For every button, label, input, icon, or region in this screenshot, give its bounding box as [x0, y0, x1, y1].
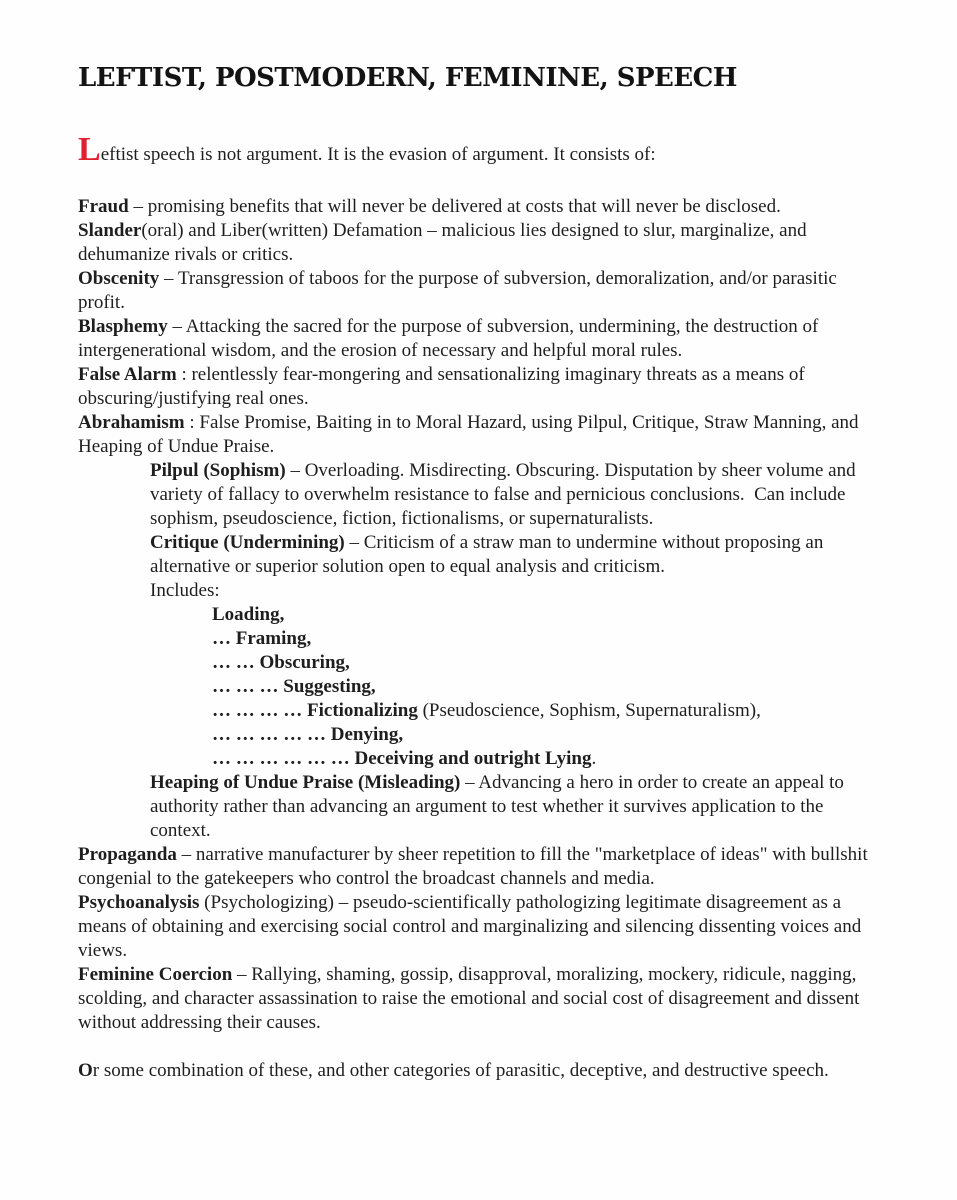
denying-term: … … … … … Denying, — [212, 723, 404, 745]
psychoanalysis-paragraph — [78, 891, 881, 963]
loading-paragraph — [78, 603, 881, 627]
page-title: LEFTIST, POSTMODERN, FEMININE, SPEECH — [78, 63, 737, 93]
suggesting-term: … … … Suggesting, — [212, 675, 376, 697]
feminine-coercion-paragraph — [78, 963, 881, 1035]
framing-paragraph — [78, 627, 881, 651]
blasphemy-paragraph — [78, 315, 881, 363]
pilpul-definition: – Overloading. Misdirecting. Obscuring. Disputation by sheer volume and variety of fallacy to overwhelm resistance to false and pernicious conclusions. Can include sophism, pseudoscience, fiction, fictionalisms, or supernaturalists. — [150, 459, 861, 529]
slander-paragraph — [78, 219, 881, 267]
intro-paragraph — [78, 130, 881, 168]
obscenity-paragraph — [78, 267, 881, 315]
false-alarm-term: False Alarm — [78, 363, 177, 385]
fraud-definition: – promising benefits that will never be delivered at costs that will never be disclosed. — [128, 195, 781, 217]
abrahamism-term: Abrahamism — [78, 411, 185, 433]
fictionalizing-definition: (Pseudoscience, Sophism, Supernaturalism), — [417, 699, 761, 721]
includes-definition: Includes: — [150, 579, 220, 601]
intro-text: eftist speech is not argument. It is the evasion of argument. It consists of: — [100, 143, 656, 165]
heaping-paragraph — [78, 771, 881, 843]
blasphemy-definition: – Attacking the sacred for the purpose of subversion, undermining, the destruction of intergenerational wisdom, and the erosion of necessary and helpful moral rules. — [78, 315, 824, 361]
fraud-paragraph — [78, 195, 881, 219]
pilpul-paragraph — [78, 459, 881, 531]
suggesting-paragraph — [78, 675, 881, 699]
obscuring-paragraph — [78, 651, 881, 675]
obscenity-term: Obscenity — [78, 267, 160, 289]
heaping-definition: – Advancing a hero in order to create an appeal to authority rather than advancing an argument to test whether it survives application to the context. — [150, 771, 849, 841]
deceiving-definition: . — [591, 747, 597, 769]
closing-text: r some combination of these, and other categories of parasitic, deceptive, and destructive speech. — [92, 1059, 829, 1081]
critique-definition: – Criticism of a straw man to undermine without proposing an alternative or superior solution open to equal analysis and criticism. — [150, 531, 829, 577]
obscenity-definition: – Transgression of taboos for the purpose of subversion, demoralization, and/or parasitic profit. — [78, 267, 842, 313]
slander-term: Slander — [78, 219, 142, 241]
critique-term: Critique (Undermining) — [150, 531, 345, 553]
false-alarm-definition: : relentlessly fear-mongering and sensationalizing imaginary threats as a means of obscuring/justifying real ones. — [78, 363, 810, 409]
fraud-term: Fraud — [78, 195, 129, 217]
heaping-term: Heaping of Undue Praise (Misleading) — [150, 771, 461, 793]
deceiving-term: … … … … … … Deceiving and outright Lying — [212, 747, 592, 769]
closing-paragraph — [78, 1059, 881, 1083]
false-alarm-paragraph — [78, 363, 881, 411]
fictionalizing-term: … … … … Fictionalizing — [212, 699, 418, 721]
includes-paragraph — [78, 579, 881, 603]
abrahamism-definition: : False Promise, Baiting in to Moral Hazard, using Pilpul, Critique, Straw Manning, and Heaping of Undue Praise. — [78, 411, 864, 457]
loading-term: Loading, — [212, 603, 285, 625]
closing-lead: O — [78, 1059, 93, 1081]
definitions-list — [78, 195, 881, 1035]
feminine-coercion-term: Feminine Coercion — [78, 963, 233, 985]
intro-dropcap: L — [78, 130, 101, 168]
feminine-coercion-definition: – Rallying, shaming, gossip, disapproval, moralizing, mockery, ridicule, nagging, scolding, and character assassination to raise the emotional and social cost of disagreement and dissent without addressing their causes. — [78, 963, 865, 1033]
denying-paragraph — [78, 723, 881, 747]
propaganda-definition: – narrative manufacturer by sheer repetition to fill the "marketplace of ideas" with bullshit congenial to the gatekeepers who control the broadcast channels and media. — [78, 843, 873, 889]
pilpul-term: Pilpul (Sophism) — [150, 459, 286, 481]
fictionalizing-paragraph — [78, 699, 881, 723]
slander-definition: (oral) and Liber(written) Defamation – malicious lies designed to slur, marginalize, and dehumanize rivals or critics. — [78, 219, 812, 265]
psychoanalysis-definition: (Psychologizing) – pseudo-scientifically pathologizing legitimate disagreement as a means of obtaining and exercising social control and marginalizing and silencing dissenting voices and views. — [78, 891, 866, 961]
framing-term: … Framing, — [212, 627, 312, 649]
psychoanalysis-term: Psychoanalysis — [78, 891, 200, 913]
abrahamism-paragraph — [78, 411, 881, 459]
propaganda-term: Propaganda — [78, 843, 177, 865]
obscuring-term: … … Obscuring, — [212, 651, 350, 673]
blasphemy-term: Blasphemy — [78, 315, 168, 337]
deceiving-paragraph — [78, 747, 881, 771]
critique-paragraph — [78, 531, 881, 579]
propaganda-paragraph — [78, 843, 881, 891]
